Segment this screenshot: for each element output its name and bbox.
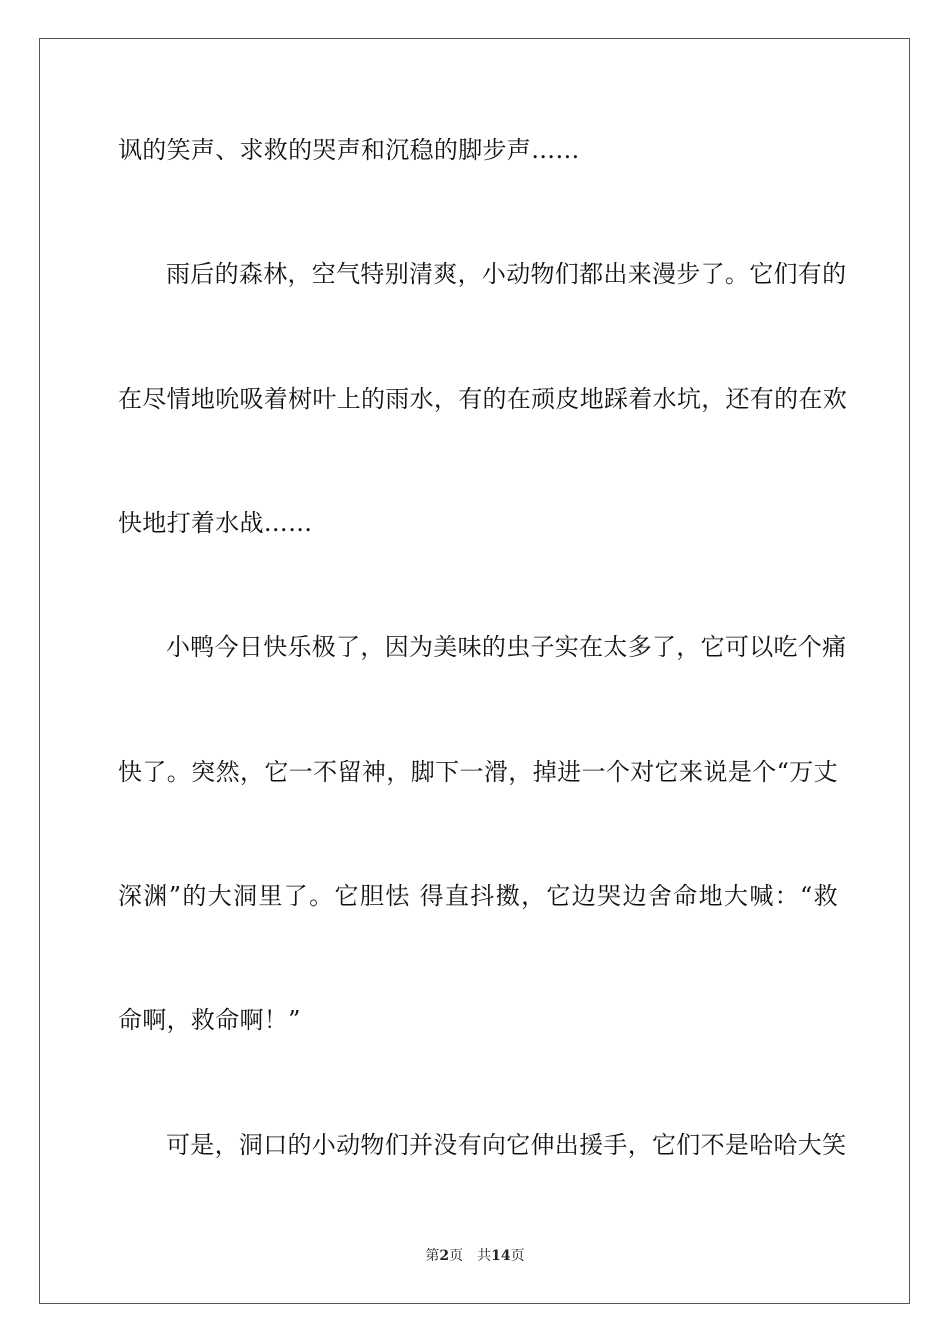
page-number: 2 <box>439 1248 450 1264</box>
page-suffix: 页 <box>449 1248 464 1264</box>
text-line-1: 讽的笑声、求救的哭声和沉稳的脚步声…… <box>118 136 580 164</box>
total-suffix: 页 <box>510 1248 525 1264</box>
paragraph-2-line-1: 小鸭今日快乐极了，因为美味的虫子实在太多了，它可以吃个痛 <box>166 633 847 661</box>
page-footer <box>0 1246 950 1266</box>
paragraph-2-line-3: 深渊”的大洞里了。它胆怯 得直抖擞，它边哭边舍命地大喊：“救 <box>118 882 838 910</box>
paragraph-2-line-2: 快了。突然，它一不留神，脚下一滑，掉进一个对它来说是个“万丈 <box>118 758 838 786</box>
paragraph-2-line-4: 命啊，救命啊！” <box>118 1006 301 1034</box>
paragraph-1-line-2: 在尽情地吮吸着树叶上的雨水，有的在顽皮地踩着水坑，还有的在欢 <box>118 385 847 413</box>
paragraph-1-line-1: 雨后的森林，空气特别清爽，小动物们都出来漫步了。它们有的 <box>166 260 847 288</box>
page-prefix: 第 <box>425 1248 440 1264</box>
total-prefix: 共 <box>477 1248 492 1264</box>
total-pages: 14 <box>491 1248 511 1264</box>
paragraph-3-line-1: 可是，洞口的小动物们并没有向它伸出援手，它们不是哈哈大笑 <box>166 1131 847 1159</box>
page-border <box>39 38 910 1304</box>
paragraph-1-line-3: 快地打着水战…… <box>118 509 313 537</box>
